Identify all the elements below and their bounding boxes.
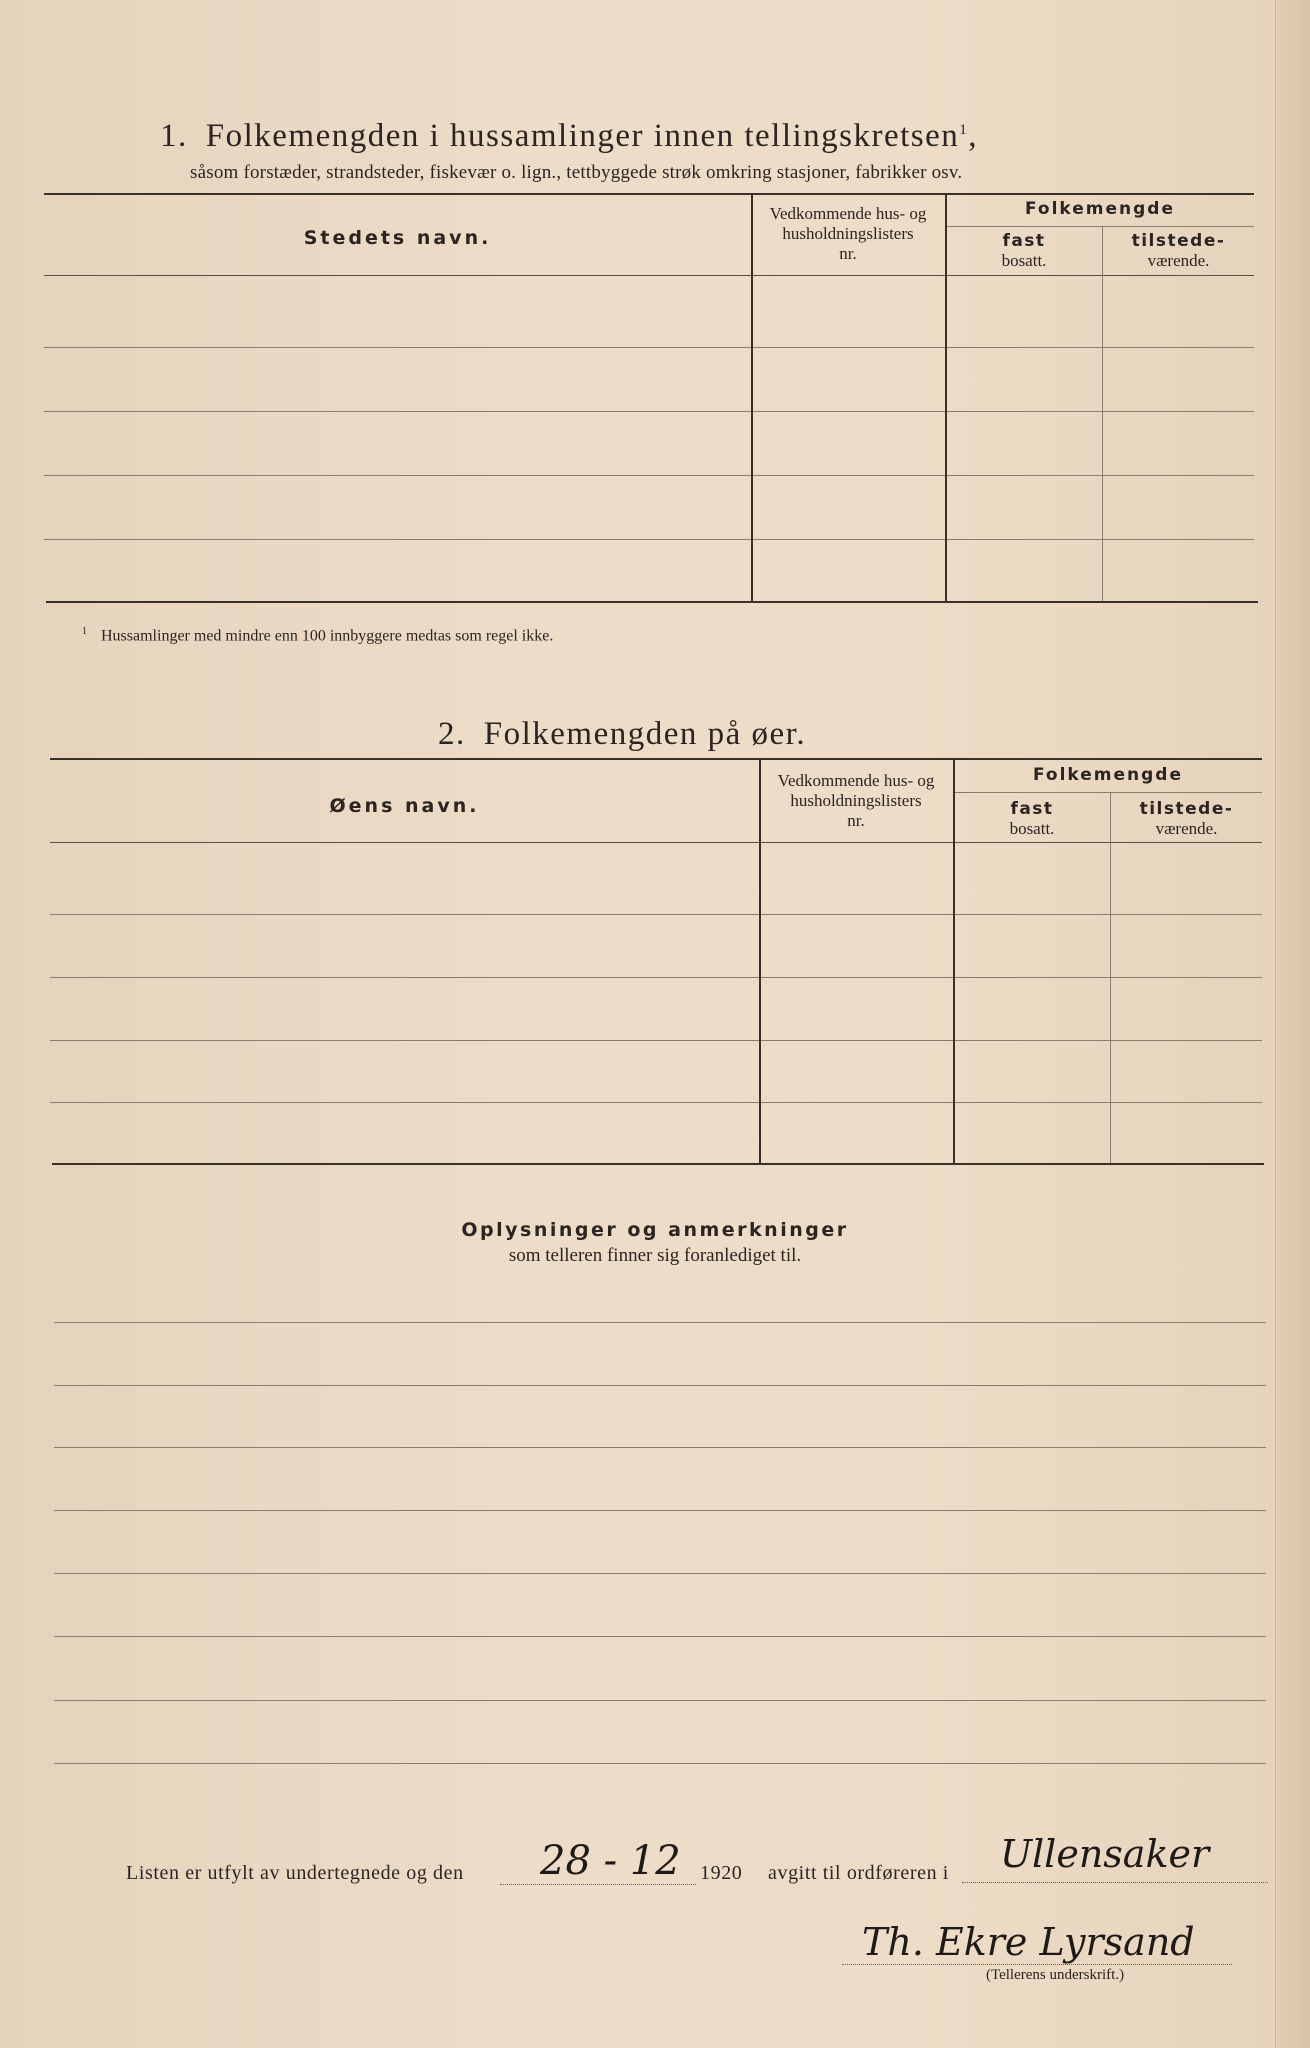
table-rule bbox=[50, 1040, 1262, 1041]
table-border bbox=[50, 758, 1262, 760]
table-rule bbox=[44, 539, 1254, 540]
col-fast-line: bosatt. bbox=[1009, 819, 1055, 838]
table-border bbox=[44, 193, 1254, 195]
date-dotted-line bbox=[500, 1884, 696, 1885]
table-column-divider bbox=[1102, 226, 1103, 601]
section1-col-group: Folkemengde bbox=[1024, 199, 1176, 219]
table-border bbox=[52, 1163, 1264, 1165]
signature-dotted-line bbox=[842, 1964, 1232, 1965]
handwritten-signature: Th. Ekre Lyrsand bbox=[862, 1920, 1195, 1964]
section1-col-lists bbox=[752, 204, 944, 264]
section1-title: Folkemengden i hussamlinger innen tellingskretsen bbox=[205, 118, 960, 154]
table-column-divider bbox=[1110, 792, 1111, 1163]
section2-number: 2. bbox=[438, 716, 466, 752]
col-lists-line: Vedkommende hus- og bbox=[769, 204, 927, 223]
section1-col-name: Stedets navn. bbox=[303, 227, 492, 249]
footnote-mark: 1 bbox=[82, 626, 87, 637]
remarks-line bbox=[54, 1322, 1266, 1323]
table-rule bbox=[44, 475, 1254, 476]
signature-middle: avgitt til ordføreren i bbox=[768, 1862, 949, 1884]
signature-line bbox=[126, 1862, 464, 1885]
remarks-line bbox=[54, 1636, 1266, 1637]
col-tilstede-line: tilstede- bbox=[1139, 799, 1234, 819]
signature-caption: (Tellerens underskrift.) bbox=[986, 1967, 1125, 1983]
section2-col-group: Folkemengde bbox=[1032, 765, 1184, 785]
section2-col-lists bbox=[760, 771, 952, 831]
remarks-line bbox=[54, 1573, 1266, 1574]
section1-footnote bbox=[82, 626, 553, 645]
signature-year: 1920 bbox=[700, 1862, 743, 1884]
remarks-subtitle: som telleren finner sig foranlediget til. bbox=[508, 1245, 802, 1266]
col-fast-line: fast bbox=[1002, 231, 1046, 251]
table-border bbox=[44, 275, 1254, 276]
table-rule bbox=[44, 347, 1254, 348]
section1-col-fast bbox=[946, 231, 1102, 271]
section2-title: Folkemengden på øer. bbox=[483, 716, 807, 752]
col-lists-line: husholdningslisters bbox=[790, 791, 922, 810]
section1-title-footnote-mark: 1 bbox=[959, 122, 969, 138]
table-rule bbox=[50, 914, 1262, 915]
remarks-line bbox=[54, 1385, 1266, 1386]
table-rule bbox=[50, 1102, 1262, 1103]
section1-col-tilstede bbox=[1103, 231, 1254, 271]
section2-col-fast bbox=[954, 799, 1110, 839]
remarks-line bbox=[54, 1447, 1266, 1448]
remarks-line bbox=[54, 1700, 1266, 1701]
table-border bbox=[50, 842, 1262, 843]
col-tilstede-line: værende. bbox=[1147, 251, 1210, 270]
footnote-text: Hussamlinger med mindre enn 100 innbyggere medtas som regel ikke. bbox=[101, 627, 554, 645]
col-tilstede-line: værende. bbox=[1155, 819, 1218, 838]
table-border bbox=[46, 601, 1258, 603]
col-fast-line: fast bbox=[1010, 799, 1054, 819]
col-lists-line: nr. bbox=[847, 811, 865, 830]
section2-col-tilstede bbox=[1111, 799, 1262, 839]
col-lists-line: nr. bbox=[839, 244, 857, 263]
section1-subtitle: såsom forstæder, strandsteder, fiskevær o. lign., tettbyggede strøk omkring stasjoner, fabrikker osv. bbox=[190, 162, 963, 183]
handwritten-date: 28 - 12 bbox=[540, 1838, 681, 1884]
col-lists-line: husholdningslisters bbox=[782, 224, 914, 243]
handwritten-municipality: Ullensaker bbox=[1000, 1832, 1210, 1876]
remarks-line bbox=[54, 1510, 1266, 1511]
remarks-line bbox=[54, 1763, 1266, 1764]
col-tilstede-line: tilstede- bbox=[1131, 231, 1226, 251]
signature-prefix: Listen er utfylt av undertegnede og den bbox=[126, 1862, 464, 1884]
table-rule bbox=[50, 977, 1262, 978]
section2-heading bbox=[438, 716, 806, 753]
section2-col-name: Øens navn. bbox=[329, 795, 480, 817]
table-rule bbox=[946, 226, 1254, 227]
col-fast-line: bosatt. bbox=[1001, 251, 1047, 270]
col-lists-line: Vedkommende hus- og bbox=[777, 771, 935, 790]
section1-heading: 1. Folkemengden i hussamlinger innen tellingskretsen$^1$, bbox=[160, 118, 979, 154]
table-rule bbox=[954, 792, 1262, 793]
municipality-dotted-line bbox=[962, 1882, 1268, 1883]
section1-number: 1. bbox=[160, 118, 188, 154]
remarks-title: Oplysninger og anmerkninger bbox=[461, 1219, 849, 1241]
table-rule bbox=[44, 411, 1254, 412]
paper-edge bbox=[1275, 0, 1310, 2048]
